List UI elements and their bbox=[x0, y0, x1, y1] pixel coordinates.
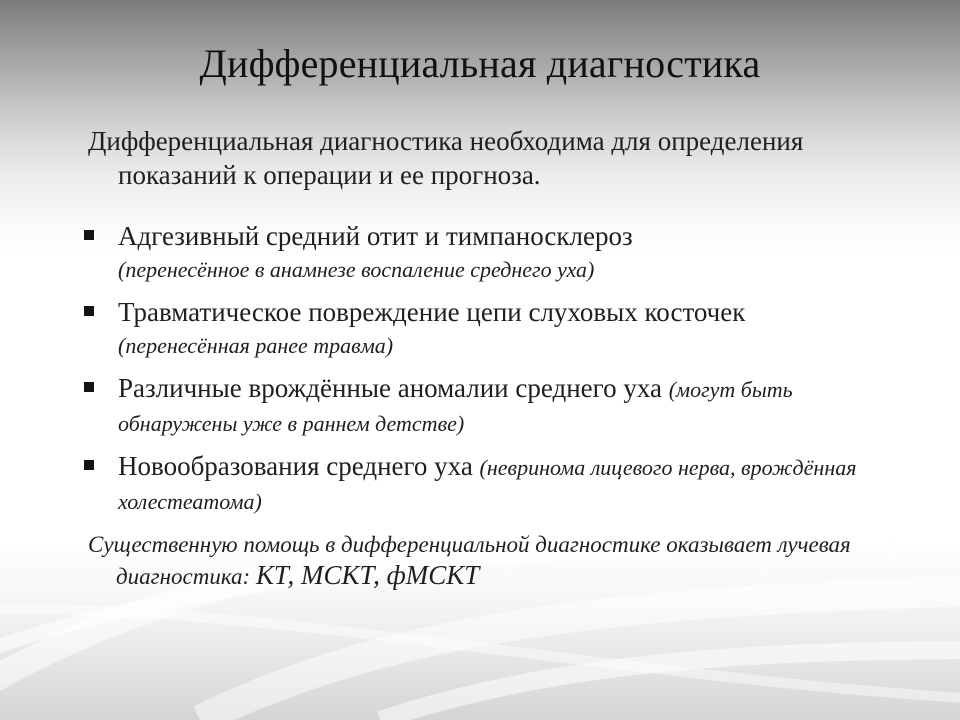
list-item-main: Травматическое повреждение цепи слуховых косточек bbox=[118, 297, 746, 327]
list-item-note: (невринома лицевого нерва, врождённая холестеатома) bbox=[118, 455, 857, 514]
differential-diagnosis-list bbox=[82, 220, 882, 528]
footer-note bbox=[88, 530, 876, 592]
list-item-main: Новообразования среднего уха bbox=[118, 451, 480, 481]
list-item-note: (могут быть обнаружены уже в раннем детстве) bbox=[118, 377, 793, 436]
square-bullet-icon bbox=[84, 230, 94, 240]
list-item-note: (перенесённая ранее травма) bbox=[118, 333, 394, 358]
list-item bbox=[82, 296, 882, 362]
list-item-main: Различные врождённые аномалии среднего уха bbox=[118, 373, 669, 403]
square-bullet-icon bbox=[84, 382, 94, 392]
list-item bbox=[82, 372, 882, 440]
square-bullet-icon bbox=[84, 306, 94, 316]
square-bullet-icon bbox=[84, 460, 94, 470]
list-item-main: Адгезивный средний отит и тимпаносклероз bbox=[118, 221, 633, 251]
slide-title: Дифференциальная диагностика bbox=[199, 41, 761, 86]
intro-paragraph: Дифференциальная диагностика необходима для определения показаний к операции и ее прогноза. bbox=[88, 126, 804, 190]
footer-note-highlight: КТ, МСКТ, фМСКТ bbox=[255, 560, 480, 590]
list-item-note: (перенесённое в анамнезе воспаление среднего уха) bbox=[118, 257, 595, 282]
list-item bbox=[82, 220, 882, 286]
list-item bbox=[82, 450, 882, 518]
footer-note-text: Существенную помощь в дифференциальной диагностике оказывает лучевая диагностика: bbox=[88, 532, 851, 589]
